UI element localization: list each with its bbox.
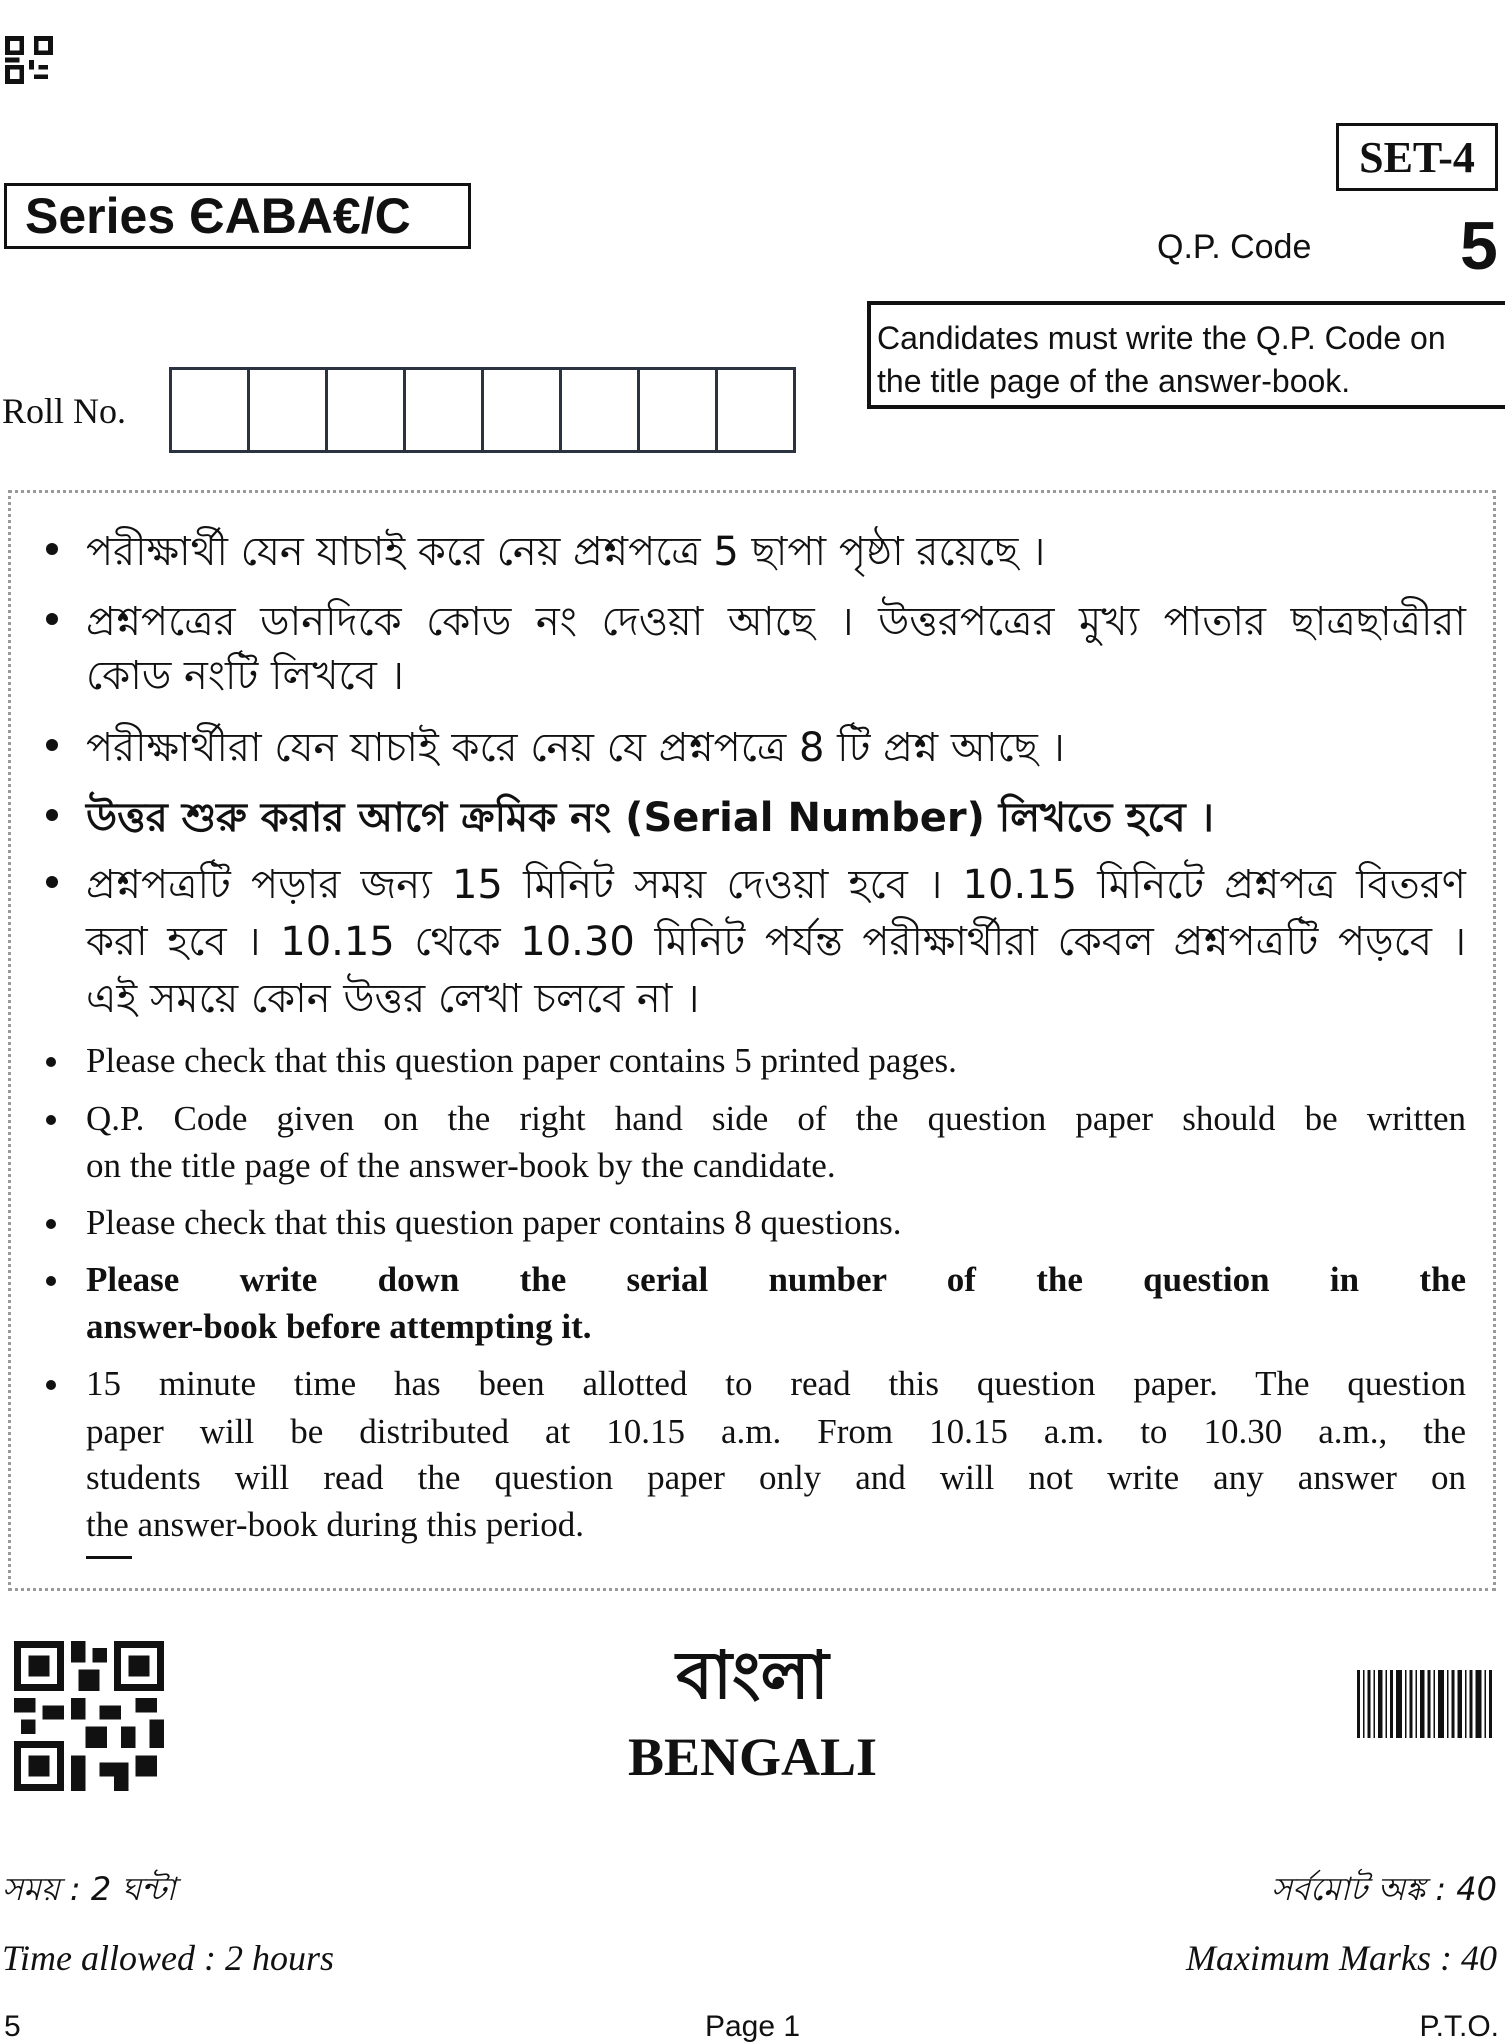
instruction-bn-2-cont: কোড নংটি লিখবে । [86,653,404,699]
instruction-bn-3: পরীক্ষার্থীরা যেন যাচাই করে নেয় যে প্রশ্নপত্রে 8 টি প্রশ্ন আছে । [86,725,1065,771]
bullet-icon [46,1380,56,1390]
qr-code-small [4,36,54,84]
subject-title-english: BENGALI [627,1727,878,1787]
roll-digit-box[interactable] [406,370,484,450]
roll-digit-box[interactable] [718,370,793,450]
barcode [1357,1670,1492,1738]
bullet-icon [46,543,58,555]
bullet-icon [46,1057,56,1067]
instruction-en-2: Q.P. Code given on the right hand side of the question paper should be written [86,1099,1466,1138]
subject-title-bengali: বাংলা [676,1637,829,1714]
roll-digit-box[interactable] [172,370,250,450]
instruction-en-5: 15 minute time has been allotted to read this question paper. The question [86,1364,1466,1403]
instruction-bn-1: পরীক্ষার্থী যেন যাচাই করে নেয় প্রশ্নপত্রে 5 ছাপা পৃষ্ঠা রয়েছে । [86,529,1046,575]
instruction-en-2-cont: on the title page of the answer-book by the candidate. [86,1146,836,1185]
instruction-en-5-cont: the answer-book during this period. [86,1505,584,1544]
instruction-bn-5: প্রশ্নপত্রটি পড়ার জন্য 15 মিনিট সময় দেওয়া হবে । 10.15 মিনিটে প্রশ্নপত্র বিতরণ [86,862,1466,908]
instruction-en-1: Please check that this question paper contains 5 printed pages. [86,1041,957,1080]
series-label: Series ЄABA€/C [4,183,471,249]
instruction-bn-5-cont: করা হবে । 10.15 থেকে 10.30 মিনিট পর্যন্ত পরীক্ষার্থীরা কেবল প্রশ্নপত্রটি পড়বে । [86,919,1466,965]
roll-digit-box[interactable] [328,370,406,450]
instruction-bn-4: উত্তর শুরু করার আগে ক্রমিক নং (Serial Number) লিখতে হবে । [86,795,1214,841]
bullet-icon [46,1219,56,1229]
bullet-icon [46,809,58,821]
time-bengali: সময় : 2 ঘন্টা [2,1870,176,1908]
bullet-icon [46,876,58,888]
bullet-icon [46,1115,56,1125]
instruction-en-5-cont: students will read the question paper only and will not write any answer on [86,1458,1466,1497]
set-label: SET-4 [1336,123,1498,191]
note-line: the title page of the answer-book. [877,363,1351,399]
note-line: Candidates must write the Q.P. Code on [877,320,1446,356]
instruction-bn-5-cont: এই সময়ে কোন উত্তর লেখা চলবে না । [86,976,700,1022]
end-dash [86,1556,132,1559]
maximum-marks: Maximum Marks : 40 [1186,1938,1497,1978]
pto-label: P.T.O. [1419,2010,1499,2043]
marks-bengali: সর্বমোট অঙ্ক : 40 [1270,1870,1497,1908]
bullet-icon [46,613,58,625]
roll-digit-box[interactable] [640,370,718,450]
instruction-en-4: Please write down the serial number of the question in the [86,1260,1466,1299]
instruction-en-5-cont: paper will be distributed at 10.15 a.m. From 10.15 a.m. to 10.30 a.m., the [86,1412,1466,1451]
instruction-en-3: Please check that this question paper contains 8 questions. [86,1203,902,1242]
candidates-note [867,301,1505,409]
page-number: Page 1 [704,2010,801,2043]
qp-code-value: 5 [1460,208,1498,284]
roll-digit-box[interactable] [562,370,640,450]
time-allowed: Time allowed : 2 hours [2,1938,335,1978]
qp-code-label: Q.P. Code [1157,228,1312,266]
roll-digit-box[interactable] [484,370,562,450]
bullet-icon [46,1276,56,1286]
roll-number-boxes[interactable] [169,367,796,453]
roll-digit-box[interactable] [250,370,328,450]
footer-code: 5 [4,2010,21,2043]
roll-number-label: Roll No. [2,391,127,431]
instruction-bn-2: প্রশ্নপত্রের ডানদিকে কোড নং দেওয়া আছে । উত্তরপত্রের মুখ্য পাতার ছাত্রছাত্রীরা [86,599,1466,645]
instruction-en-4-cont: answer-book before attempting it. [86,1307,592,1346]
bullet-icon [46,739,58,751]
